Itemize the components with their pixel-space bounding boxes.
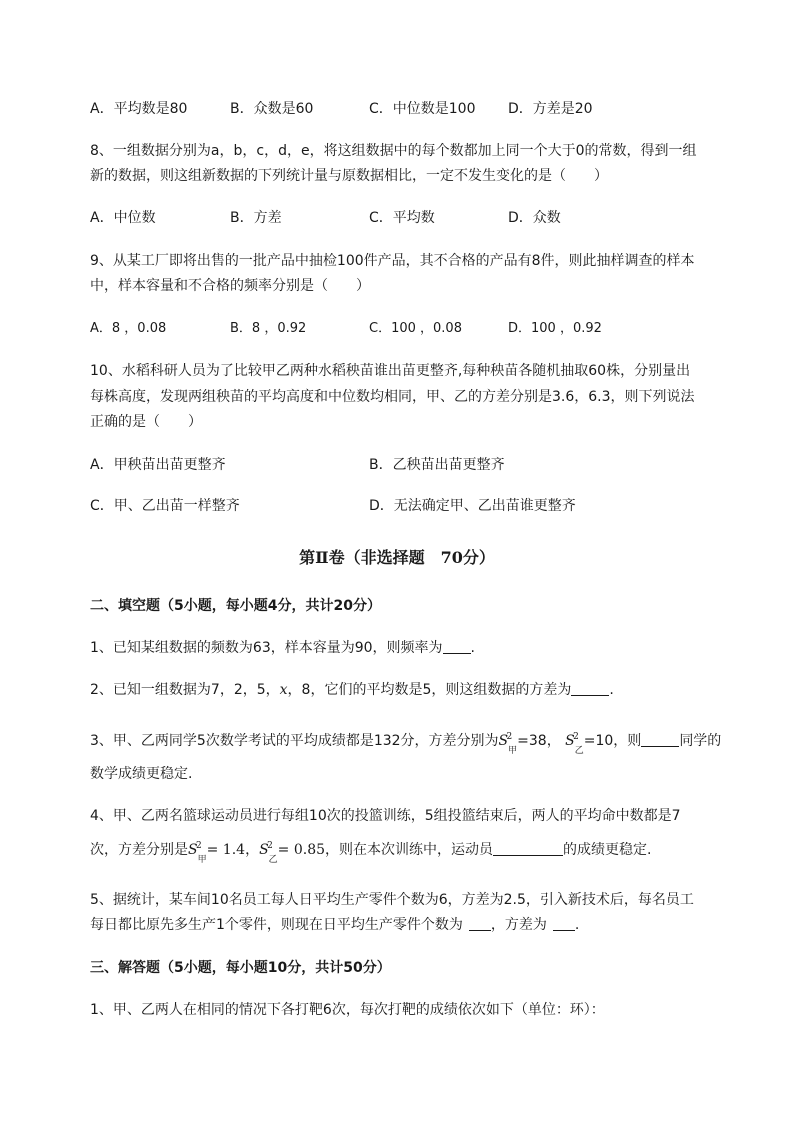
q7-option-c: C．中位数是100 — [369, 101, 476, 117]
fill-q5-blank1[interactable] — [469, 916, 491, 931]
q8-option-c: C．平均数 — [369, 210, 435, 226]
fill-q2-end: . — [609, 682, 614, 698]
fill-q4-line2 — [90, 840, 651, 866]
fill-q3-variance-yi: S 2 $_乙$ — [565, 732, 584, 756]
q10-stem-line2: 每株高度，发现两组秧苗的平均高度和中位数均相同，甲、乙的方差分别是3.6，6.3，则下列说法 — [90, 389, 695, 405]
q7-option-a: A．平均数是80 — [90, 101, 188, 117]
q8-option-b: B．方差 — [230, 210, 282, 226]
fill-q3-variance-yi-value: =10，则 — [583, 733, 642, 749]
fill-q1-blank[interactable] — [443, 639, 471, 654]
q10-option-c: C．甲、乙出苗一样整齐 — [90, 498, 240, 514]
q9-stem-line1: 9、从某工厂即将出售的一批产品中抽检100件产品，其不合格的产品有8件，则此抽样调查的样本 — [90, 253, 695, 269]
q9-stem-line2: 中，样本容量和不合格的频率分别是（ ） — [90, 278, 370, 294]
q9-option-a: A．8 ，0.08 — [90, 321, 167, 336]
q8-stem-line2: 新的数据，则这组新数据的下列统计量与原数据相比，一定不发生变化的是（ ） — [90, 168, 608, 184]
fill-q5-blank2[interactable] — [553, 916, 575, 931]
q7-option-d: D．方差是20 — [508, 101, 593, 117]
q10-stem-line1: 10、水稻科研人员为了比较甲乙两种水稻秧苗谁出苗更整齐,每种秧苗各随机抽取60株，分别量出 — [90, 363, 691, 379]
fill-q4-variance-yi-value: = 0.85 — [277, 842, 326, 858]
fill-q4-variance-jia: S 2 $_甲$ — [188, 841, 207, 865]
q8-option-a: A．中位数 — [90, 210, 156, 226]
fill-q2-text-cont: ，8，它们的平均数是5，则这组数据的方差为 — [287, 682, 572, 698]
fill-q3-line2: 数学成绩更稳定. — [90, 766, 193, 782]
q10-option-a: A．甲秧苗出苗更整齐 — [90, 457, 226, 473]
fill-q4-text: 次，方差分别是 — [90, 842, 188, 858]
q9-option-c: C．100 ，0.08 — [369, 321, 462, 336]
fill-q3-variance-jia-value: =38， — [517, 733, 561, 749]
part2-title: 第Ⅱ卷（非选择题 70分） — [299, 548, 495, 567]
q8-stem-line1: 8、一组数据分别为a，b，c，d，e，将这组数据中的每个数都加上同一个大于0的常数，得到一组 — [90, 143, 697, 159]
q10-option-b: B．乙秧苗出苗更整齐 — [369, 457, 505, 473]
fill-q3-variance-jia: S 2 $_甲$ — [498, 732, 518, 756]
fill-q3-text: 3、甲、乙两同学5次数学考试的平均成绩都是132分，方差分别为 — [90, 733, 499, 749]
fill-q4-text-cont: ，则在本次训练中，运动员 — [325, 842, 494, 858]
fill-q3 — [90, 731, 721, 757]
fill-q2 — [90, 680, 614, 700]
fill-q1-text: 1、已知某组数据的频数为63，样本容量为90，则频率为 — [90, 640, 443, 656]
fill-q2-text: 2、已知一组数据为7，2，5， — [90, 682, 280, 698]
fill-q5-text-mid: ，方差为 — [490, 917, 547, 933]
q9-option-b: B．8 ，0.92 — [230, 321, 307, 336]
fill-q5-line2 — [90, 915, 579, 935]
answer-q1-stem: 1、甲、乙两人在相同的情况下各打靶6次，每次打靶的成绩依次如下（单位：环）： — [90, 1002, 605, 1018]
fill-q5-end: . — [574, 917, 580, 933]
fill-q4-sep: ， — [245, 842, 260, 858]
fill-q3-text-end: 同学的 — [679, 733, 722, 749]
fill-q2-variable: x — [279, 682, 288, 698]
fill-q3-blank[interactable] — [641, 732, 679, 747]
q9-option-d: D．100 ，0.92 — [508, 321, 602, 336]
fill-q1 — [90, 638, 475, 658]
fill-q4-end: 的成绩更稳定. — [563, 842, 652, 858]
fill-q4-variance-yi: S 2 $_乙$ — [259, 841, 278, 865]
fill-section-heading: 二、填空题（5小题，每小题4分，共计20分） — [90, 598, 381, 614]
fill-q5-text: 每日都比原先多生产1个零件，则现在日平均生产零件个数为 — [90, 917, 463, 933]
fill-q2-blank[interactable] — [571, 681, 609, 696]
fill-q4-line1: 4、甲、乙两名篮球运动员进行每组10次的投篮训练，5组投篮结束后，两人的平均命中数都是7 — [90, 808, 681, 824]
answer-section-heading: 三、解答题（5小题，每小题10分，共计50分） — [90, 960, 391, 976]
fill-q1-end: . — [470, 640, 475, 656]
fill-q4-blank[interactable] — [493, 841, 563, 856]
q10-option-d: D．无法确定甲、乙出苗谁更整齐 — [369, 498, 576, 514]
fill-q5-line1: 5、据统计，某车间10名员工每人日平均生产零件个数为6，方差为2.5，引入新技术后，每名员工 — [90, 892, 694, 908]
q8-option-d: D．众数 — [508, 210, 561, 226]
fill-q4-variance-jia-value: = 1.4 — [206, 842, 246, 858]
q10-stem-line3: 正确的是（ ） — [90, 414, 202, 430]
q7-option-b: B．众数是60 — [230, 101, 314, 117]
